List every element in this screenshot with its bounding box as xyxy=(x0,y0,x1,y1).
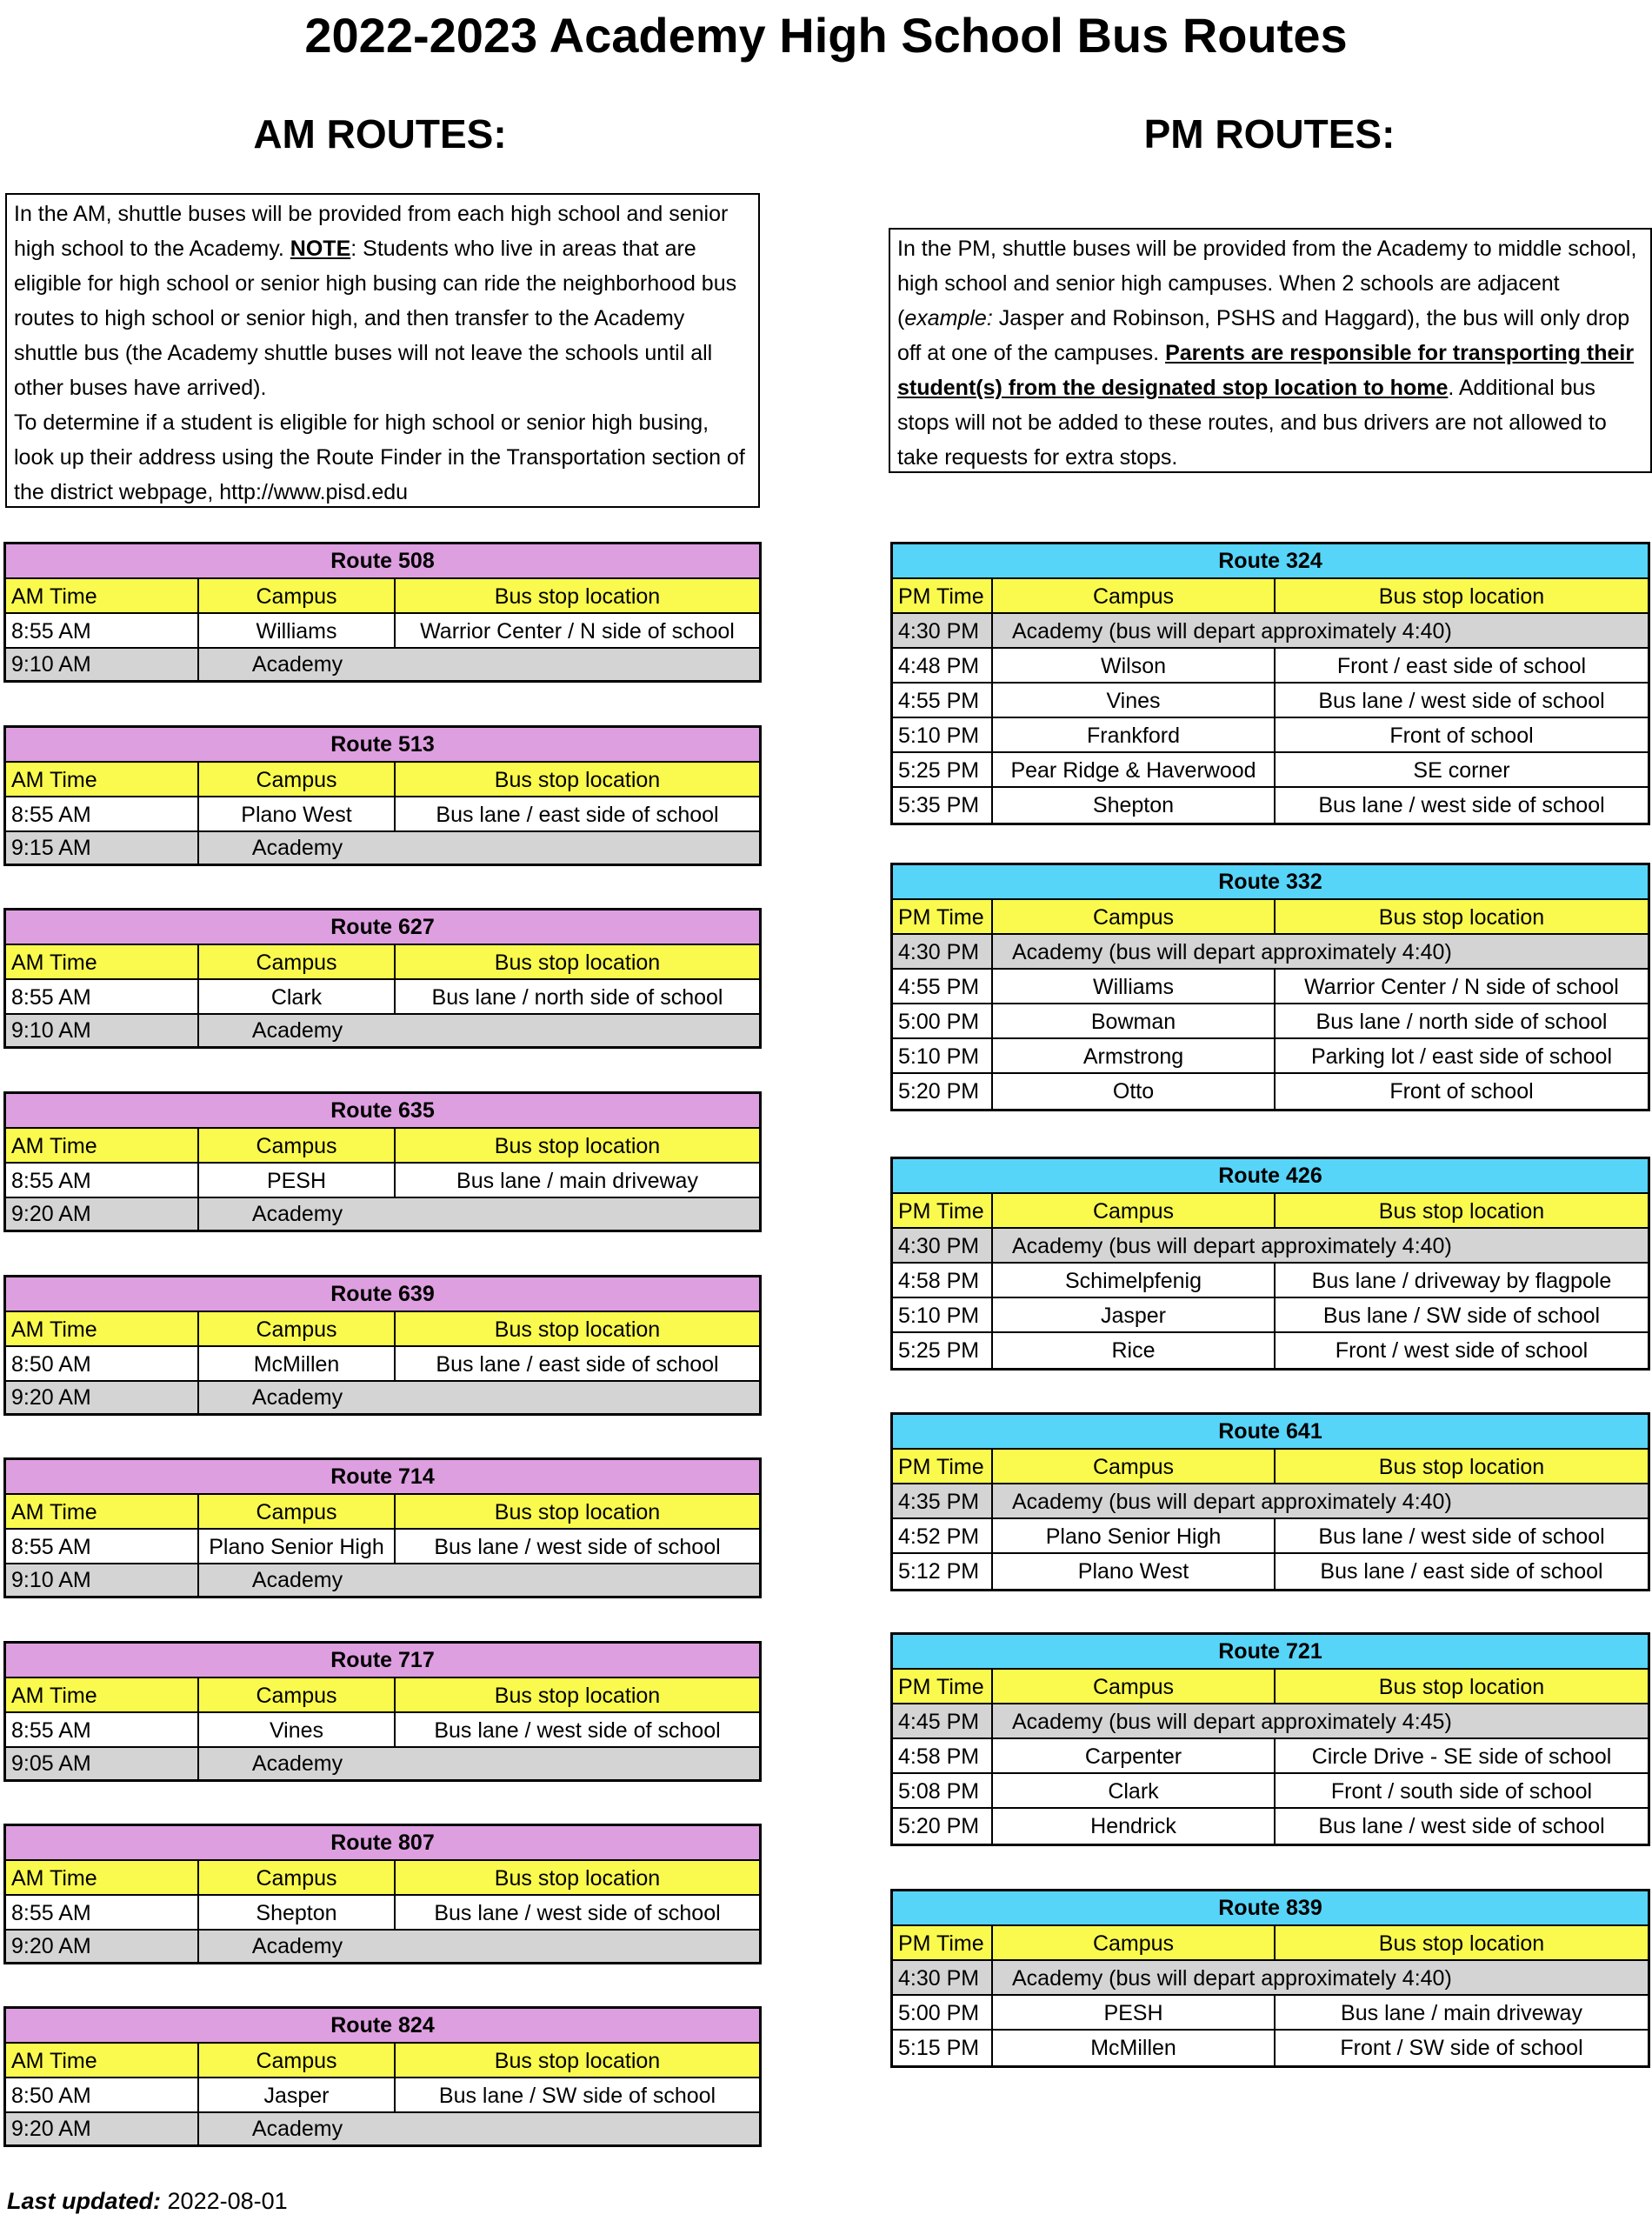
stop-time: 8:50 AM xyxy=(6,2078,199,2111)
arrival-time: 9:20 AM xyxy=(6,1931,199,1962)
route-name: Route 508 xyxy=(6,544,759,579)
route-name: Route 807 xyxy=(6,1826,759,1861)
column-header-row xyxy=(6,1129,759,1164)
stop-location: SE corner xyxy=(1413,758,1510,783)
arrival-campus: Academy xyxy=(251,1018,343,1043)
stop-campus: Armstrong xyxy=(993,1039,1276,1072)
time-column-header: AM Time xyxy=(6,1312,199,1345)
stop-time: 8:55 AM xyxy=(6,1164,199,1197)
stop-location: Bus lane / west side of school xyxy=(1318,1814,1605,1838)
pm-routes-heading: PM ROUTES: xyxy=(1143,111,1396,157)
stop-time: 5:35 PM xyxy=(893,788,993,823)
location-column-header: Bus stop location xyxy=(494,768,661,792)
campus-column-header: Campus xyxy=(993,1450,1276,1483)
campus-column-header: Campus xyxy=(199,1861,396,1894)
stop-location: Warrior Center / N side of school xyxy=(1304,975,1619,999)
pm-intro-text xyxy=(897,231,1643,475)
table-row xyxy=(6,1530,759,1564)
am-route-table xyxy=(3,1641,762,1782)
column-header-row xyxy=(893,900,1648,935)
am-route-table xyxy=(3,725,762,866)
arrival-row xyxy=(6,1015,759,1046)
table-row xyxy=(6,1713,759,1748)
table-row xyxy=(893,970,1648,1004)
column-header-row xyxy=(6,1861,759,1896)
time-column-header: AM Time xyxy=(6,945,199,978)
stop-campus: Hendrick xyxy=(993,1809,1276,1844)
stop-location: Front / west side of school xyxy=(1335,1338,1589,1363)
departure-row xyxy=(893,1961,1648,1996)
departure-row xyxy=(893,935,1648,970)
stop-location: Bus lane / main driveway xyxy=(456,1169,698,1193)
table-row xyxy=(893,1298,1648,1333)
time-column-header: AM Time xyxy=(6,763,199,796)
am-route-table xyxy=(3,1824,762,1964)
stop-campus: Clark xyxy=(993,1774,1276,1807)
stop-time: 5:25 PM xyxy=(893,1333,993,1368)
campus-column-header: Campus xyxy=(199,1678,396,1711)
arrival-campus: Academy xyxy=(251,836,343,860)
campus-column-header: Campus xyxy=(199,763,396,796)
stop-time: 4:48 PM xyxy=(893,649,993,682)
route-name: Route 639 xyxy=(6,1277,759,1312)
pm-intro-part2: Jasper and Robinson, PSHS and Haggard), the bus will only drop off at one of the campuses. xyxy=(897,306,1630,365)
stop-time: 5:12 PM xyxy=(893,1554,993,1589)
stop-time: 5:10 PM xyxy=(893,1039,993,1072)
time-column-header: PM Time xyxy=(893,1194,993,1227)
table-row xyxy=(6,1347,759,1382)
am-route-table xyxy=(3,908,762,1049)
stop-time: 8:55 AM xyxy=(6,1530,199,1563)
stop-campus: Frankford xyxy=(993,718,1276,751)
departure-row xyxy=(893,1484,1648,1519)
table-row xyxy=(893,1554,1648,1589)
campus-column-header: Campus xyxy=(993,579,1276,612)
campus-column-header: Campus xyxy=(993,1926,1276,1959)
stop-campus: Otto xyxy=(993,1074,1276,1109)
column-header-row xyxy=(893,1450,1648,1484)
stop-location: Bus lane / west side of school xyxy=(434,1718,721,1743)
pm-route-table xyxy=(890,1412,1650,1591)
location-column-header: Bus stop location xyxy=(1378,1931,1545,1956)
route-name: Route 824 xyxy=(6,2009,759,2044)
arrival-row xyxy=(6,832,759,864)
time-column-header: PM Time xyxy=(893,1450,993,1483)
stop-time: 4:55 PM xyxy=(893,970,993,1003)
pm-route-table xyxy=(890,863,1650,1111)
stop-location: Bus lane / north side of school xyxy=(431,985,723,1010)
route-name: Route 513 xyxy=(6,728,759,763)
table-row xyxy=(893,718,1648,753)
stop-campus: Rice xyxy=(993,1333,1276,1368)
stop-campus: Wilson xyxy=(993,649,1276,682)
departure-row xyxy=(893,1704,1648,1739)
pm-route-table xyxy=(890,1157,1650,1371)
stop-location: Circle Drive - SE side of school xyxy=(1311,1744,1612,1769)
arrival-time: 9:10 AM xyxy=(6,1015,199,1046)
location-column-header: Bus stop location xyxy=(494,1684,661,1708)
pm-intro-parents-note: Parents are responsible for transporting their student(s) from the designated stop location to home xyxy=(897,341,1635,400)
table-row xyxy=(893,753,1648,788)
stop-time: 8:55 AM xyxy=(6,1713,199,1746)
stop-campus: Vines xyxy=(199,1713,396,1746)
stop-location: Front / east side of school xyxy=(1336,654,1587,678)
stop-campus: Shepton xyxy=(199,1896,396,1929)
am-intro-eligibility: To determine if a student is eligible for high school or senior high busing, look up their address using the Route Finder in the Transportation section of the district webpage, http://www.pisd.edu xyxy=(14,410,745,504)
arrival-time: 9:20 AM xyxy=(6,1382,199,1413)
time-column-header: AM Time xyxy=(6,1861,199,1894)
location-column-header: Bus stop location xyxy=(1378,1199,1545,1224)
departure-row xyxy=(893,1229,1648,1264)
location-column-header: Bus stop location xyxy=(494,584,661,609)
column-header-row xyxy=(6,1312,759,1347)
campus-column-header: Campus xyxy=(199,2044,396,2077)
stop-location: Bus lane / east side of school xyxy=(1320,1559,1603,1584)
stop-campus: PESH xyxy=(199,1164,396,1197)
stop-campus: Carpenter xyxy=(993,1739,1276,1772)
stop-location: Bus lane / west side of school xyxy=(1318,793,1605,817)
stop-time: 5:20 PM xyxy=(893,1074,993,1109)
location-column-header: Bus stop location xyxy=(494,1866,661,1891)
table-row xyxy=(6,614,759,649)
arrival-campus: Academy xyxy=(251,1568,343,1592)
am-route-table xyxy=(3,542,762,683)
departure-time: 4:30 PM xyxy=(893,1961,993,1994)
campus-column-header: Campus xyxy=(993,1194,1276,1227)
arrival-campus: Academy xyxy=(251,2117,343,2141)
stop-location: Bus lane / driveway by flagpole xyxy=(1311,1269,1612,1293)
departure-note: Academy (bus will depart approximately 4:40) xyxy=(1012,1234,1452,1258)
stop-campus: Plano Senior High xyxy=(199,1530,396,1563)
stop-location: Bus lane / north side of school xyxy=(1316,1010,1608,1034)
route-name: Route 426 xyxy=(893,1159,1648,1194)
stop-location: Bus lane / west side of school xyxy=(1318,1524,1605,1549)
stop-time: 5:20 PM xyxy=(893,1809,993,1844)
arrival-row xyxy=(6,1931,759,1962)
am-intro-box xyxy=(5,193,760,508)
route-name: Route 635 xyxy=(6,1094,759,1129)
departure-note: Academy (bus will depart approximately 4:40) xyxy=(1012,940,1452,964)
time-column-header: AM Time xyxy=(6,1678,199,1711)
pm-intro-part3: . Additional bus stops will not be added to these routes, and bus drivers are not allowed to take requests for extra stops. xyxy=(897,376,1607,470)
column-header-row xyxy=(6,2044,759,2078)
stop-time: 4:55 PM xyxy=(893,684,993,717)
route-name: Route 641 xyxy=(893,1415,1648,1450)
arrival-row xyxy=(6,1382,759,1413)
stop-location: Bus lane / main driveway xyxy=(1341,2001,1582,2025)
pm-intro-example: example: xyxy=(904,306,993,330)
stop-campus: Jasper xyxy=(993,1298,1276,1331)
departure-time: 4:30 PM xyxy=(893,614,993,647)
departure-time: 4:30 PM xyxy=(893,935,993,968)
stop-campus: Plano West xyxy=(199,797,396,830)
stop-time: 4:52 PM xyxy=(893,1519,993,1552)
stop-time: 4:58 PM xyxy=(893,1739,993,1772)
am-routes-heading: AM ROUTES: xyxy=(253,111,507,157)
stop-campus: Shepton xyxy=(993,788,1276,823)
table-row xyxy=(893,1039,1648,1074)
stop-time: 5:08 PM xyxy=(893,1774,993,1807)
table-row xyxy=(893,684,1648,718)
table-row xyxy=(6,2078,759,2113)
table-row xyxy=(893,788,1648,823)
column-header-row xyxy=(6,1678,759,1713)
stop-time: 8:50 AM xyxy=(6,1347,199,1380)
table-row xyxy=(893,1074,1648,1109)
campus-column-header: Campus xyxy=(199,579,396,612)
stop-campus: McMillen xyxy=(993,2031,1276,2065)
am-route-table xyxy=(3,1275,762,1416)
stop-location: Bus lane / SW side of school xyxy=(1322,1304,1601,1328)
time-column-header: PM Time xyxy=(893,1926,993,1959)
stop-campus: Plano West xyxy=(993,1554,1276,1589)
stop-time: 5:25 PM xyxy=(893,753,993,786)
stop-location: Front / SW side of school xyxy=(1340,2036,1583,2060)
stop-location: Front of school xyxy=(1389,1079,1534,1104)
table-row xyxy=(893,1774,1648,1809)
table-row xyxy=(893,649,1648,684)
campus-column-header: Campus xyxy=(199,1129,396,1162)
stop-campus: Clark xyxy=(199,980,396,1013)
stop-time: 4:58 PM xyxy=(893,1264,993,1297)
stop-campus: Williams xyxy=(199,614,396,647)
route-name: Route 717 xyxy=(6,1644,759,1678)
table-row xyxy=(893,1519,1648,1554)
stop-location: Bus lane / west side of school xyxy=(1318,689,1605,713)
time-column-header: AM Time xyxy=(6,2044,199,2077)
stop-time: 5:10 PM xyxy=(893,1298,993,1331)
stop-time: 5:15 PM xyxy=(893,2031,993,2065)
stop-campus: Williams xyxy=(993,970,1276,1003)
table-row xyxy=(893,1333,1648,1368)
am-route-table xyxy=(3,1457,762,1598)
pm-route-table xyxy=(890,1632,1650,1846)
campus-column-header: Campus xyxy=(199,1495,396,1528)
departure-time: 4:45 PM xyxy=(893,1704,993,1737)
arrival-time: 9:20 AM xyxy=(6,1198,199,1230)
last-updated-date: 2022-08-01 xyxy=(167,2188,288,2214)
am-route-table xyxy=(3,2006,762,2147)
column-header-row xyxy=(6,763,759,797)
column-header-row xyxy=(893,1194,1648,1229)
stop-campus: Pear Ridge & Haverwood xyxy=(993,753,1276,786)
departure-note: Academy (bus will depart approximately 4:40) xyxy=(1012,1966,1452,1991)
arrival-row xyxy=(6,1748,759,1779)
route-name: Route 627 xyxy=(6,910,759,945)
arrival-campus: Academy xyxy=(251,1202,343,1226)
stop-location: Bus lane / east side of school xyxy=(436,803,719,827)
column-header-row xyxy=(893,1926,1648,1961)
stop-campus: McMillen xyxy=(199,1347,396,1380)
stop-campus: Vines xyxy=(993,684,1276,717)
last-updated-label: Last updated: xyxy=(7,2188,162,2214)
am-intro-text xyxy=(14,197,751,405)
table-row xyxy=(893,1809,1648,1844)
table-row xyxy=(893,1264,1648,1298)
stop-location: Bus lane / west side of school xyxy=(434,1901,721,1925)
table-row xyxy=(6,980,759,1015)
departure-note: Academy (bus will depart approximately 4:40) xyxy=(1012,1490,1452,1514)
route-name: Route 332 xyxy=(893,865,1648,900)
stop-campus: Plano Senior High xyxy=(993,1519,1276,1552)
campus-column-header: Campus xyxy=(199,1312,396,1345)
stop-location: Warrior Center / N side of school xyxy=(420,619,735,644)
location-column-header: Bus stop location xyxy=(494,2049,661,2073)
stop-location: Bus lane / east side of school xyxy=(436,1352,719,1377)
time-column-header: PM Time xyxy=(893,900,993,933)
time-column-header: AM Time xyxy=(6,579,199,612)
stop-location: Bus lane / SW side of school xyxy=(438,2084,716,2108)
column-header-row xyxy=(893,1670,1648,1704)
table-row xyxy=(893,1739,1648,1774)
campus-column-header: Campus xyxy=(993,900,1276,933)
pm-intro-box xyxy=(889,228,1652,473)
column-header-row xyxy=(6,1495,759,1530)
stop-campus: Jasper xyxy=(199,2078,396,2111)
route-name: Route 721 xyxy=(893,1635,1648,1670)
time-column-header: PM Time xyxy=(893,579,993,612)
time-column-header: AM Time xyxy=(6,1495,199,1528)
column-header-row xyxy=(6,945,759,980)
page-title: 2022-2023 Academy High School Bus Routes xyxy=(304,8,1348,63)
column-header-row xyxy=(893,579,1648,614)
time-column-header: AM Time xyxy=(6,1129,199,1162)
stop-campus: Schimelpfenig xyxy=(993,1264,1276,1297)
location-column-header: Bus stop location xyxy=(1378,1455,1545,1479)
stop-time: 8:55 AM xyxy=(6,614,199,647)
location-column-header: Bus stop location xyxy=(494,950,661,975)
time-column-header: PM Time xyxy=(893,1670,993,1703)
campus-column-header: Campus xyxy=(993,1670,1276,1703)
table-row xyxy=(893,1996,1648,2031)
location-column-header: Bus stop location xyxy=(1378,584,1545,609)
table-row xyxy=(6,1896,759,1931)
arrival-row xyxy=(6,2113,759,2144)
arrival-campus: Academy xyxy=(251,652,343,677)
stop-location: Parking lot / east side of school xyxy=(1310,1044,1613,1069)
stop-time: 8:55 AM xyxy=(6,1896,199,1929)
stop-location: Front of school xyxy=(1389,724,1534,748)
stop-location: Bus lane / west side of school xyxy=(434,1535,721,1559)
location-column-header: Bus stop location xyxy=(1378,1675,1545,1699)
route-name: Route 839 xyxy=(893,1891,1648,1926)
pm-route-table xyxy=(890,542,1650,825)
arrival-time: 9:10 AM xyxy=(6,649,199,680)
table-row xyxy=(6,1164,759,1198)
table-row xyxy=(893,1004,1648,1039)
departure-time: 4:35 PM xyxy=(893,1484,993,1517)
last-updated xyxy=(7,2186,288,2216)
arrival-time: 9:05 AM xyxy=(6,1748,199,1779)
table-row xyxy=(6,797,759,832)
pm-route-table xyxy=(890,1889,1650,2068)
am-intro-note: NOTE xyxy=(290,237,351,261)
route-name: Route 324 xyxy=(893,544,1648,579)
arrival-row xyxy=(6,1564,759,1596)
stop-time: 5:10 PM xyxy=(893,718,993,751)
arrival-campus: Academy xyxy=(251,1385,343,1410)
stop-time: 5:00 PM xyxy=(893,1996,993,2029)
arrival-time: 9:20 AM xyxy=(6,2113,199,2144)
am-route-table xyxy=(3,1091,762,1232)
pm-intro-part1: In the PM, shuttle buses will be provided from the Academy to middle school, high school and senior high campuses. When 2 schools are adjacent ( xyxy=(897,237,1637,330)
arrival-time: 9:15 AM xyxy=(6,832,199,864)
arrival-campus: Academy xyxy=(251,1934,343,1958)
stop-campus: PESH xyxy=(993,1996,1276,2029)
departure-note: Academy (bus will depart approximately 4:45) xyxy=(1012,1710,1452,1734)
stop-campus: Bowman xyxy=(993,1004,1276,1037)
departure-row xyxy=(893,614,1648,649)
stop-location: Front / south side of school xyxy=(1330,1779,1593,1804)
departure-note: Academy (bus will depart approximately 4:40) xyxy=(1012,619,1452,644)
campus-column-header: Campus xyxy=(199,945,396,978)
location-column-header: Bus stop location xyxy=(494,1134,661,1158)
stop-time: 8:55 AM xyxy=(6,797,199,830)
arrival-row xyxy=(6,649,759,680)
route-name: Route 714 xyxy=(6,1460,759,1495)
arrival-time: 9:10 AM xyxy=(6,1564,199,1596)
table-row xyxy=(893,2031,1648,2065)
am-intro-part2: : Students who live in areas that are eligible for high school or senior high busing can ride the neighborhood bus routes to high school or senior high, and then transfer to the Academy shuttle bus (the Academy shuttle buses will not leave the schools until all other buses have arrived). xyxy=(14,237,737,400)
column-header-row xyxy=(6,579,759,614)
arrival-row xyxy=(6,1198,759,1230)
location-column-header: Bus stop location xyxy=(494,1500,661,1524)
location-column-header: Bus stop location xyxy=(494,1317,661,1342)
stop-time: 5:00 PM xyxy=(893,1004,993,1037)
am-intro-part1: In the AM, shuttle buses will be provided from each high school and senior high school to the Academy. xyxy=(14,202,729,261)
location-column-header: Bus stop location xyxy=(1378,905,1545,930)
arrival-campus: Academy xyxy=(251,1751,343,1776)
departure-time: 4:30 PM xyxy=(893,1229,993,1262)
stop-time: 8:55 AM xyxy=(6,980,199,1013)
